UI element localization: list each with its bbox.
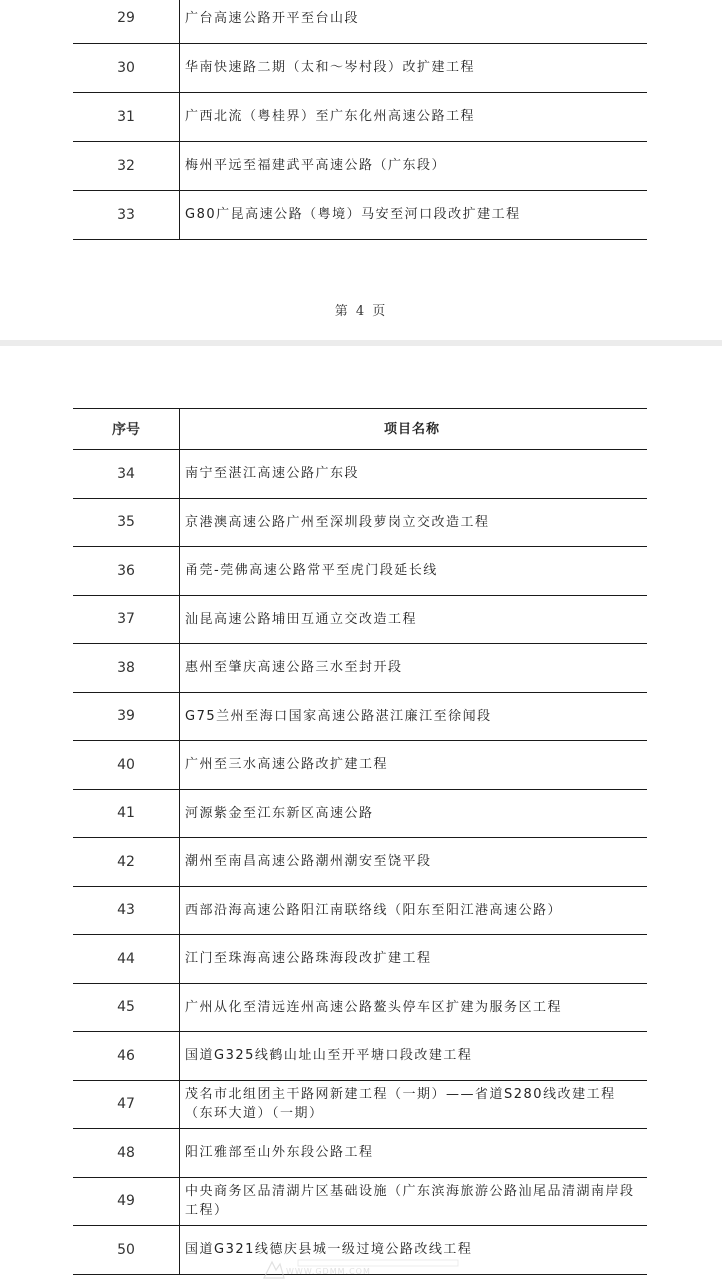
- table-row: [73, 1080, 647, 1129]
- row-number-cell: 42: [73, 838, 180, 887]
- project-name-cell: 西部沿海高速公路阳江南联络线（阳东至阳江港高速公路）: [185, 902, 563, 918]
- table-row: [73, 886, 647, 935]
- table-row: [73, 43, 647, 92]
- table-row: [73, 547, 647, 596]
- project-table: [73, 408, 647, 1275]
- row-number-cell: 49: [73, 1177, 180, 1226]
- table-row: [73, 1177, 647, 1226]
- table-row: [73, 92, 647, 141]
- row-number-cell: 31: [73, 92, 180, 141]
- row-number-cell: 35: [73, 498, 180, 547]
- row-number-cell: 40: [73, 741, 180, 790]
- watermark-text: WWW.GDMM.COM: [286, 1267, 371, 1276]
- project-name-cell: 河源紫金至江东新区高速公路: [185, 805, 374, 821]
- row-number-cell: 47: [73, 1080, 180, 1129]
- row-number-cell: 36: [73, 547, 180, 596]
- table-row: [73, 692, 647, 741]
- table-row: [73, 741, 647, 790]
- table-row: [73, 0, 647, 43]
- table-row: [73, 141, 647, 190]
- project-name-cell: 汕昆高速公路埔田互通立交改造工程: [185, 611, 418, 627]
- row-number-cell: 37: [73, 595, 180, 644]
- row-number-cell: 45: [73, 983, 180, 1032]
- project-name-cell: 梅州平远至福建武平高速公路（广东段）: [185, 158, 447, 173]
- row-number-cell: 41: [73, 789, 180, 838]
- project-name-cell: 国道G321线德庆县城一级过境公路改线工程: [185, 1242, 473, 1258]
- project-name-cell: 广西北流（粤桂界）至广东化州高速公路工程: [185, 109, 476, 124]
- project-name-cell: 京港澳高速公路广州至深圳段萝岗立交改造工程: [185, 514, 490, 530]
- row-number-cell: 43: [73, 886, 180, 935]
- row-number-cell: 44: [73, 935, 180, 984]
- table-row: [73, 644, 647, 693]
- project-name-cell: 广州至三水高速公路改扩建工程: [185, 757, 389, 773]
- project-name-cell: G75兰州至海口国家高速公路湛江廉江至徐闻段: [185, 708, 492, 724]
- project-name-cell: 江门至珠海高速公路珠海段改扩建工程: [185, 951, 432, 967]
- row-number-cell: 30: [73, 43, 180, 92]
- project-name-cell: 中央商务区品清湖片区基础设施（广东滨海旅游公路汕尾品清湖南岸段工程）: [185, 1184, 635, 1219]
- document-page-5: [0, 346, 722, 1280]
- project-name-cell: 华南快速路二期（太和～岑村段）改扩建工程: [185, 60, 476, 75]
- row-number-cell: 32: [73, 141, 180, 190]
- table-header-row: [73, 409, 647, 450]
- project-name-cell: G80广昆高速公路（粤境）马安至河口段改扩建工程: [185, 207, 521, 222]
- row-number-cell: 29: [73, 0, 180, 43]
- project-name-cell: 甬莞-莞佛高速公路常平至虎门段延长线: [185, 563, 438, 579]
- table-row: [73, 450, 647, 499]
- site-watermark: [258, 1258, 478, 1280]
- project-table-continued: [73, 0, 647, 240]
- project-name-cell: 广州从化至清远连州高速公路鳌头停车区扩建为服务区工程: [185, 999, 563, 1015]
- row-number-cell: 34: [73, 450, 180, 499]
- row-number-cell: 38: [73, 644, 180, 693]
- project-name-cell: 南宁至湛江高速公路广东段: [185, 466, 360, 482]
- table-row: [73, 935, 647, 984]
- row-number-cell: 33: [73, 190, 180, 239]
- table-row: [73, 190, 647, 239]
- page-number: 第 4 页: [334, 304, 388, 319]
- table-row: [73, 838, 647, 887]
- table-row: [73, 789, 647, 838]
- project-name-cell: 惠州至肇庆高速公路三水至封开段: [185, 660, 403, 676]
- table-row: [73, 983, 647, 1032]
- table-row: [73, 498, 647, 547]
- table-row: [73, 1129, 647, 1178]
- project-name-cell: 阳江雅部至山外东段公路工程: [185, 1145, 374, 1161]
- project-name-cell: 国道G325线鹤山址山至开平塘口段改建工程: [185, 1048, 473, 1064]
- column-header-number: 序号: [73, 409, 180, 450]
- row-number-cell: 48: [73, 1129, 180, 1178]
- table-row: [73, 1032, 647, 1081]
- document-page-4: [0, 0, 722, 340]
- row-number-cell: 39: [73, 692, 180, 741]
- project-name-cell: 潮州至南昌高速公路潮州潮安至饶平段: [185, 854, 432, 870]
- row-number-cell: 46: [73, 1032, 180, 1081]
- table-row: [73, 595, 647, 644]
- column-header-project-name: 项目名称: [383, 421, 440, 437]
- project-name-cell: 茂名市北组团主干路网新建工程（一期）——省道S280线改建工程（东环大道）（一期）: [185, 1087, 616, 1122]
- row-number-cell: 50: [73, 1226, 180, 1275]
- project-name-cell: 广台高速公路开平至台山段: [185, 10, 360, 26]
